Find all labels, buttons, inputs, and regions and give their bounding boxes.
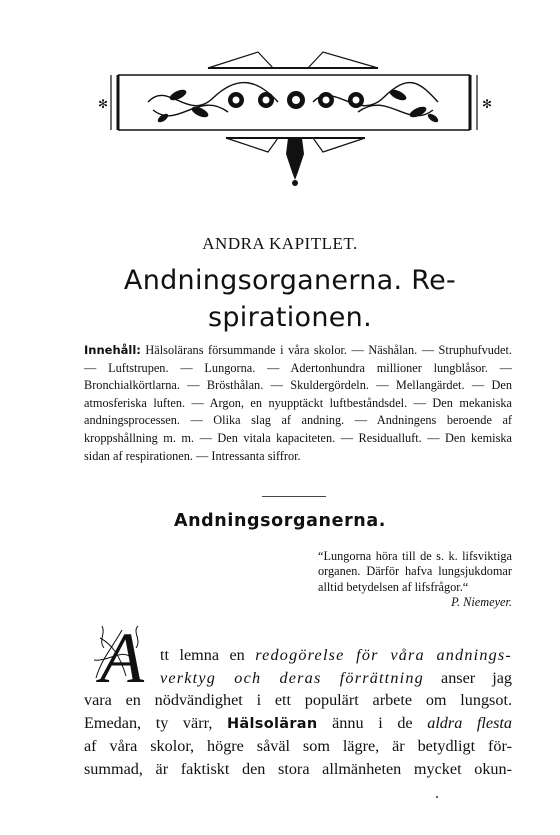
body-line-1 — [160, 644, 512, 667]
chapter-heading: ANDRA KAPITLET. — [202, 234, 358, 253]
section-heading: Andningsorganerna. — [173, 511, 387, 531]
body-line-2-b: anser jag — [423, 668, 512, 687]
body-line-4 — [84, 712, 512, 736]
print-speck — [436, 796, 438, 798]
body-line-4-italic: aldra flesta — [427, 713, 512, 732]
section-divider — [262, 496, 326, 497]
body-line-2-italic: verktyg och deras förrättning — [160, 668, 424, 687]
epigraph-attribution: P. Niemeyer. — [451, 595, 512, 610]
body-line-4-bold: Hälsoläran — [227, 715, 318, 732]
body-line-4-a: Emedan, ty värr, — [84, 713, 227, 732]
body-line-6: summad, är faktiskt den stora allmänheten mycket okun- — [84, 759, 512, 778]
contents-label: Innehåll: — [84, 343, 141, 357]
epigraph-quote: “Lungorna höra till de s. k. lifsviktiga organen. Därför hafva lungsjukdomar alltid betydelsen af lifsfrågor.“ — [318, 549, 512, 594]
chapter-title-line-2: spirationen. — [208, 302, 372, 333]
svg-text:✻: ✻ — [482, 97, 493, 111]
chapter-title — [80, 262, 500, 336]
chapter-contents-summary — [84, 342, 512, 465]
drop-cap-letter: A — [100, 618, 144, 698]
header-ornament — [98, 50, 493, 190]
body-line-3: vara en nödvändighet i ett populärt arbete om lungsot. — [84, 691, 512, 710]
body-line-1-italic: redogörelse för våra andnings- — [255, 646, 513, 664]
body-paragraph — [84, 644, 512, 781]
contents-text: Hälsolärans försummande i våra skolor. — Näshålan. — Struphufvudet. — Luftstrupen. — Lungorna. — Adertonhundra millioner lungblåsor. — Bronchialkörtlarna. — Brösthålan. — Skuldergördeln. — Mellangärdet. — Den atmosferiska luften. — Argon, en nyupptäckt luftbeståndsdel. — Den mekaniska andningsprocessen. — Olika slag af andning. — Andningens beroende af kroppshållning m. m. — Den vitala kapaciteten. — Residualluft. — Den kemiska sidan af respirationen. — Intressanta siffror. — [84, 343, 512, 463]
body-line-4-c: ännu i de — [317, 713, 428, 732]
chapter-title-line-1: Andningsorganerna. Re- — [123, 265, 457, 296]
body-line-5: af våra skolor, högre såväl som lägre, är betydligt för- — [84, 737, 512, 756]
epigraph — [318, 549, 512, 611]
body-line-2 — [160, 667, 512, 690]
body-line-1-a: tt lemna en — [160, 646, 256, 664]
svg-text:✻: ✻ — [98, 97, 109, 111]
